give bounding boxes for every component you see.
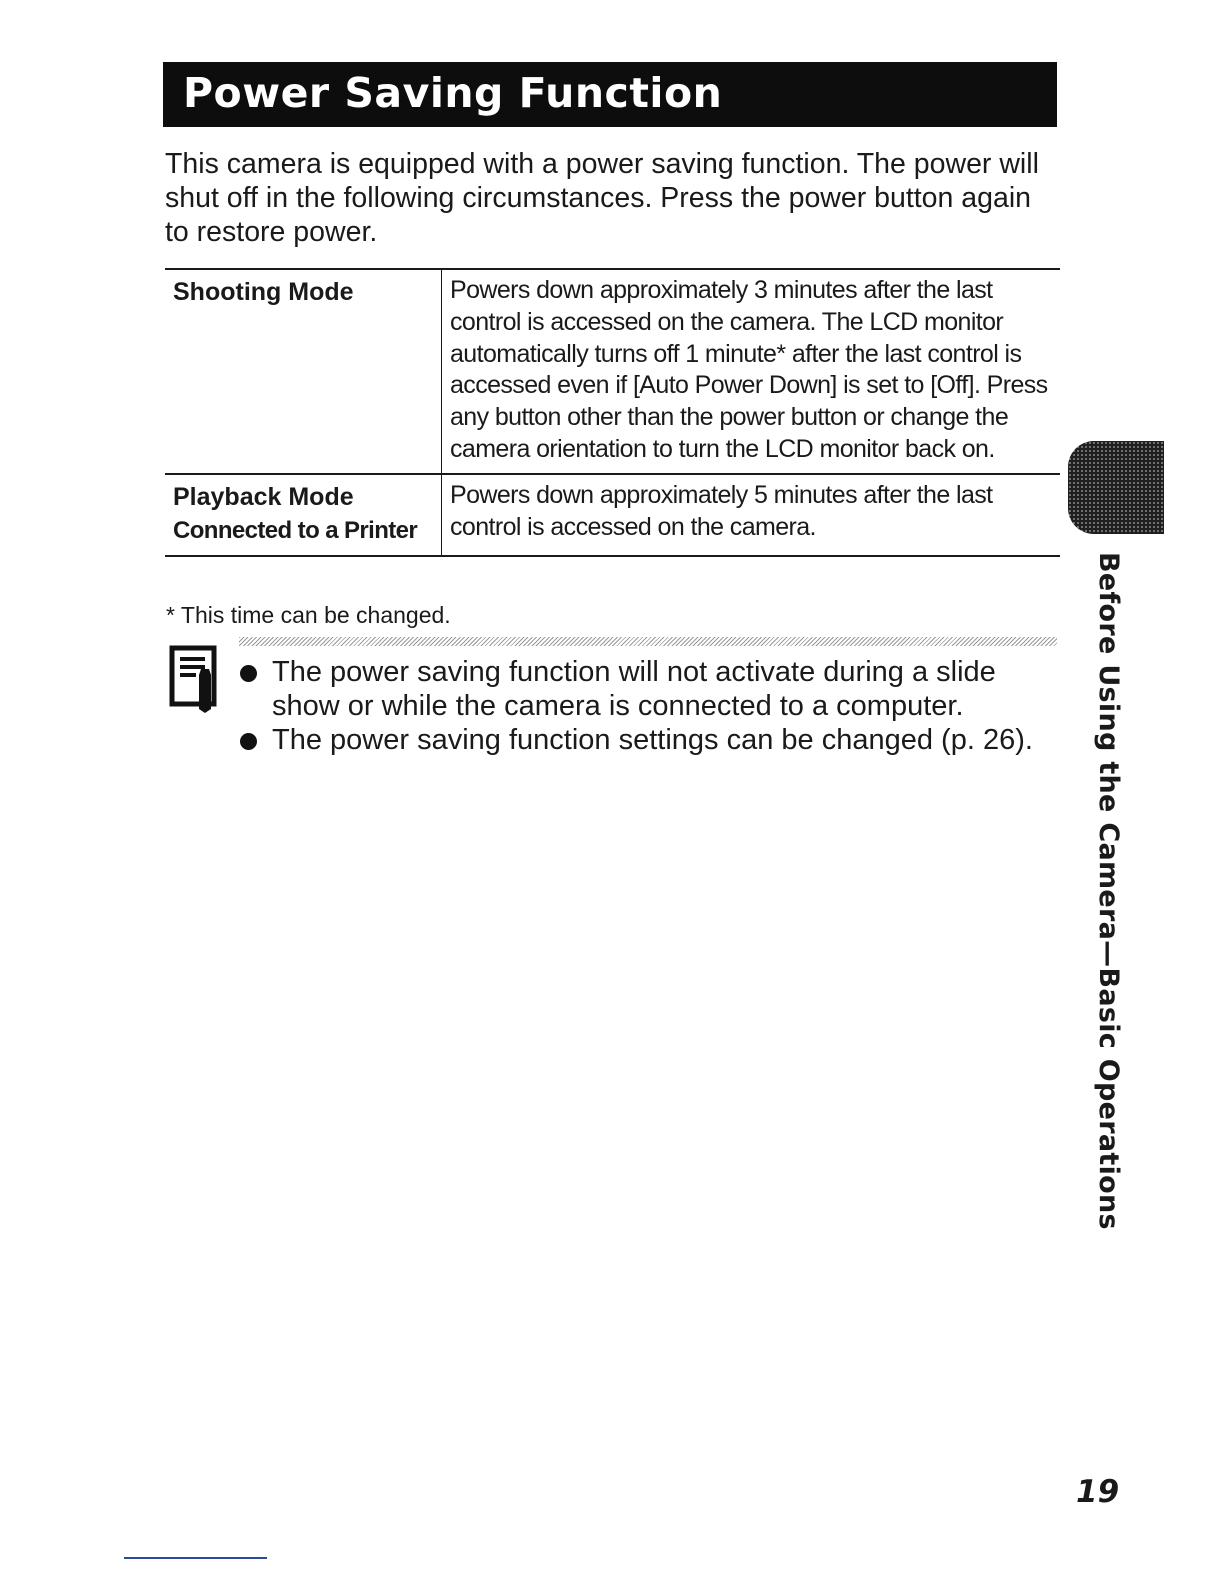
note-text: The power saving function will not activate during a slide show or while the camera is connected to a computer.	[272, 656, 996, 722]
table-row	[165, 474, 1060, 556]
footnote: * This time can be changed.	[166, 602, 451, 628]
mode-label: Playback Mode	[173, 482, 354, 511]
mode-table	[165, 268, 1060, 557]
list-item	[240, 655, 1070, 723]
table-row	[165, 269, 1060, 474]
note-text: The power saving function settings can be changed (p. 26).	[272, 724, 1033, 756]
intro-paragraph: This camera is equipped with a power saving function. The power will shut off in the following circumstances. Press the power button again to restore power.	[165, 148, 1039, 248]
mode-sublabel: Connected to a Printer	[173, 516, 418, 544]
title-bar	[163, 62, 1057, 127]
bottom-rule	[124, 1557, 267, 1559]
bullet-icon	[240, 733, 257, 750]
page-title: Power Saving Function	[183, 69, 723, 117]
mode-cell	[165, 474, 442, 556]
note-divider	[239, 637, 1057, 646]
notes-list	[240, 655, 1070, 757]
memo-icon	[169, 645, 221, 713]
mode-description: Powers down approximately 3 minutes after the last control is accessed on the camera. The LCD monitor automatically turns off 1 minute* after the last control is accessed even if [Auto Power Down] is set to [Off]. Press any button other than the power button or change the camera orientation to turn the LCD monitor back on.	[450, 276, 1048, 463]
bullet-icon	[240, 665, 257, 682]
list-item	[240, 723, 1070, 757]
page-number: 19	[1076, 1474, 1120, 1510]
mode-cell	[165, 269, 442, 474]
chapter-label: Before Using the Camera—Basic Operations	[1093, 552, 1124, 1230]
mode-label: Shooting Mode	[173, 278, 354, 306]
mode-description: Powers down approximately 5 minutes after the last control is accessed on the camera.	[450, 480, 993, 541]
chapter-tab	[1068, 441, 1164, 534]
